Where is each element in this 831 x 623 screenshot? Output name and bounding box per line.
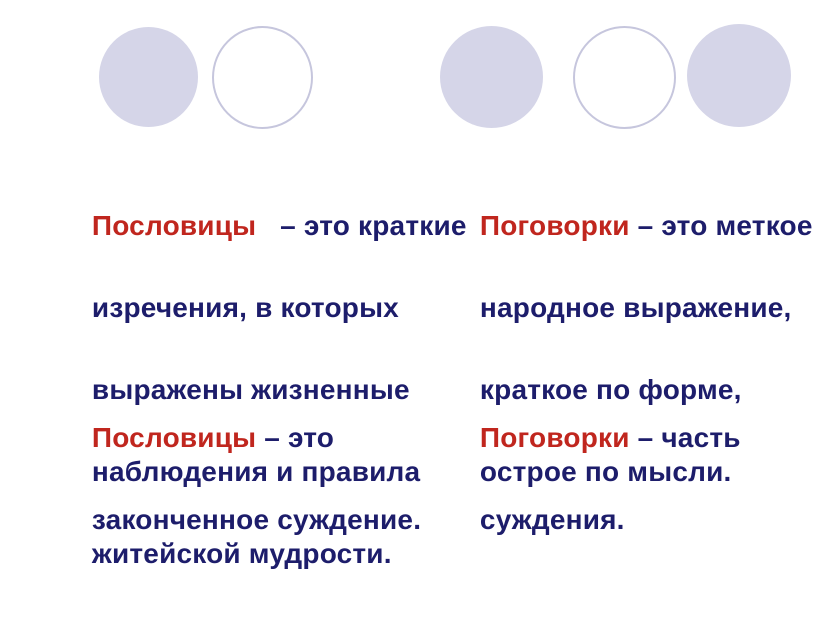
term-sayings: Поговорки [479,422,630,453]
term-sayings: Поговорки [479,210,630,241]
proverbs-statement-paragraph [60,376,421,581]
definition-text-line: краткое по форме, [479,374,742,405]
decorative-circle-filled-3 [687,24,791,127]
definition-text-line: острое по мысли. [479,456,732,487]
definition-text-line: – это меткое [629,210,813,241]
definition-text-line: – это [256,422,335,453]
definition-text-line: суждения. [479,504,625,535]
decorative-circle-outline-1 [212,26,313,129]
term-proverbs: Пословицы [91,422,257,453]
decorative-circle-filled-2 [440,26,543,128]
definition-text-line: законченное суждение. [91,504,422,535]
decorative-circle-filled-1 [99,27,198,127]
definition-text-line: наблюдения и правила [91,456,421,487]
definition-text-line: изречения, в которых [91,292,399,323]
definition-text-line: – часть [629,422,741,453]
definition-text-line: выражены жизненные [91,374,410,405]
definition-text-line: народное выражение, [479,292,792,323]
term-proverbs: Пословицы [91,210,257,241]
sayings-statement-paragraph [448,376,741,581]
definition-text-line: житейской мудрости. [91,538,392,569]
decorative-circle-outline-2 [573,26,676,129]
definition-text-line: – это краткие [256,210,467,241]
